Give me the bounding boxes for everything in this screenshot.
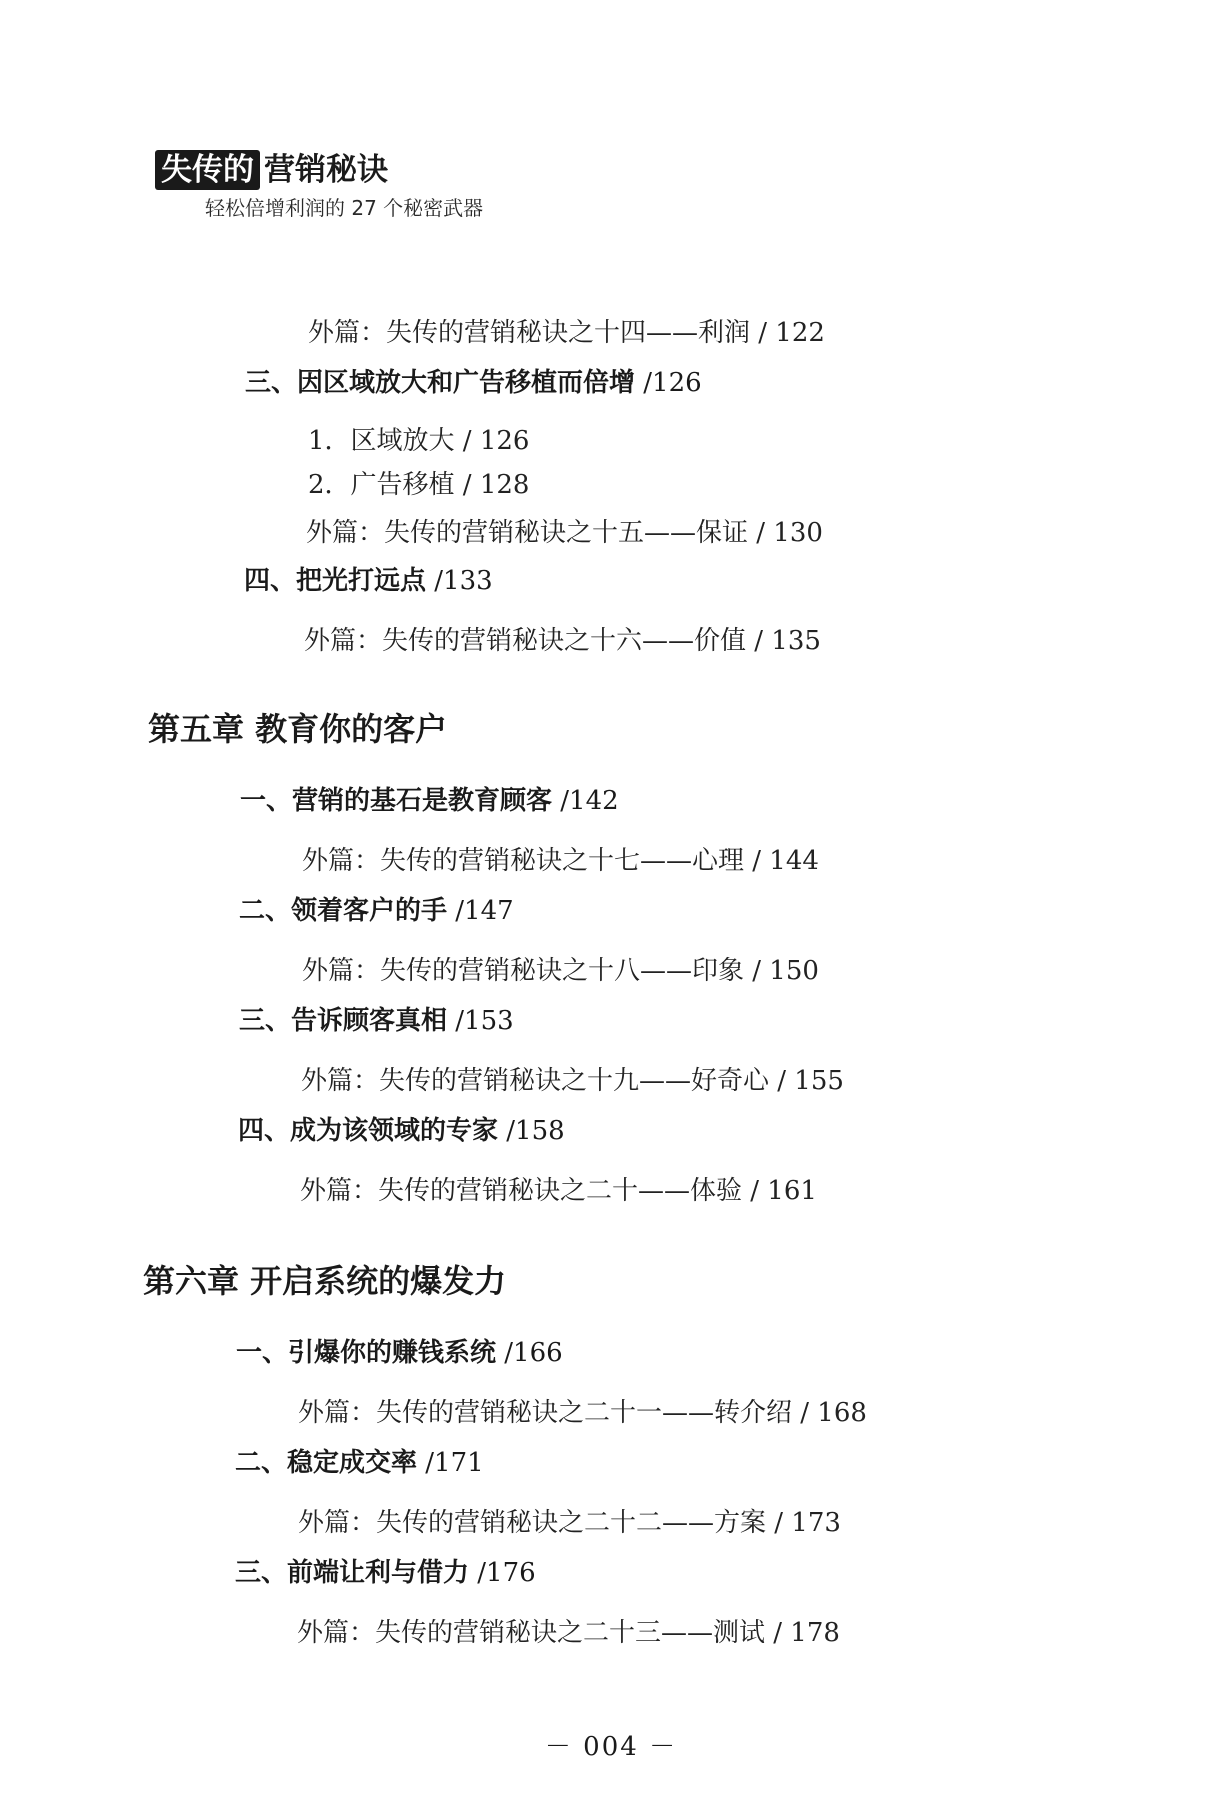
toc-section-page: /153 [447, 1006, 514, 1036]
toc-section-6-1 [236, 1340, 563, 1366]
book-header [155, 150, 483, 221]
chapter-5-heading: 第五章 教育你的客户 [148, 710, 448, 748]
toc-section-title: 三、告诉顾客真相 [239, 1006, 448, 1036]
toc-entry-appendix-14: 外篇：失传的营销秘诀之十四——利润 / 122 [308, 318, 825, 348]
toc-section-title: 三、因区域放大和广告移植而倍增 [245, 368, 636, 398]
toc-section-title: 一、引爆你的赚钱系统 [236, 1338, 497, 1368]
toc-section-page: /176 [469, 1558, 536, 1588]
book-title [155, 150, 483, 190]
chapter-6-heading: 第六章 开启系统的爆发力 [143, 1262, 507, 1300]
toc-section-title: 二、领着客户的手 [239, 896, 448, 926]
toc-section-6-2 [235, 1450, 484, 1476]
toc-entry-appendix-21: 外篇：失传的营销秘诀之二十一——转介绍 / 168 [298, 1398, 867, 1428]
toc-entry-appendix-22: 外篇：失传的营销秘诀之二十二——方案 / 173 [298, 1508, 841, 1538]
toc-section-page: /133 [426, 566, 493, 596]
toc-section-title: 四、把光打远点 [244, 566, 427, 596]
toc-section-title: 四、成为该领域的专家 [238, 1116, 499, 1146]
toc-section-5-2 [239, 898, 514, 924]
toc-section-6-3 [235, 1560, 536, 1586]
toc-section-3 [245, 370, 702, 396]
toc-entry-appendix-20: 外篇：失传的营销秘诀之二十——体验 / 161 [300, 1176, 817, 1206]
toc-section-title: 三、前端让利与借力 [235, 1558, 470, 1588]
toc-subentry-1: 1．区域放大 / 126 [308, 426, 530, 456]
toc-section-title: 二、稳定成交率 [235, 1448, 418, 1478]
toc-entry-appendix-16: 外篇：失传的营销秘诀之十六——价值 / 135 [304, 626, 821, 656]
toc-section-page: /158 [498, 1116, 565, 1146]
toc-entry-appendix-18: 外篇：失传的营销秘诀之十八——印象 / 150 [302, 956, 819, 986]
toc-section-5-1 [240, 788, 619, 814]
toc-section-page: /171 [417, 1448, 484, 1478]
book-title-rest: 营销秘诀 [264, 152, 388, 188]
book-subtitle: 轻松倍增利润的 27 个秘密武器 [205, 196, 484, 220]
toc-subentry-2: 2．广告移植 / 128 [308, 470, 530, 500]
page-number: － 004 － [544, 1732, 678, 1762]
toc-section-5-3 [239, 1008, 514, 1034]
toc-entry-appendix-23: 外篇：失传的营销秘诀之二十三——测试 / 178 [297, 1618, 840, 1648]
toc-section-title: 一、营销的基石是教育顾客 [240, 786, 553, 816]
toc-entry-appendix-15: 外篇：失传的营销秘诀之十五——保证 / 130 [306, 518, 823, 548]
toc-entry-appendix-17: 外篇：失传的营销秘诀之十七——心理 / 144 [302, 846, 819, 876]
toc-section-5-4 [238, 1118, 565, 1144]
toc-entry-appendix-19: 外篇：失传的营销秘诀之十九——好奇心 / 155 [301, 1066, 844, 1096]
book-title-boxed: 失传的 [155, 150, 260, 190]
toc-section-4 [244, 568, 493, 594]
toc-section-page: /147 [447, 896, 514, 926]
toc-section-page: /126 [635, 368, 702, 398]
toc-section-page: /142 [552, 786, 619, 816]
toc-section-page: /166 [496, 1338, 563, 1368]
